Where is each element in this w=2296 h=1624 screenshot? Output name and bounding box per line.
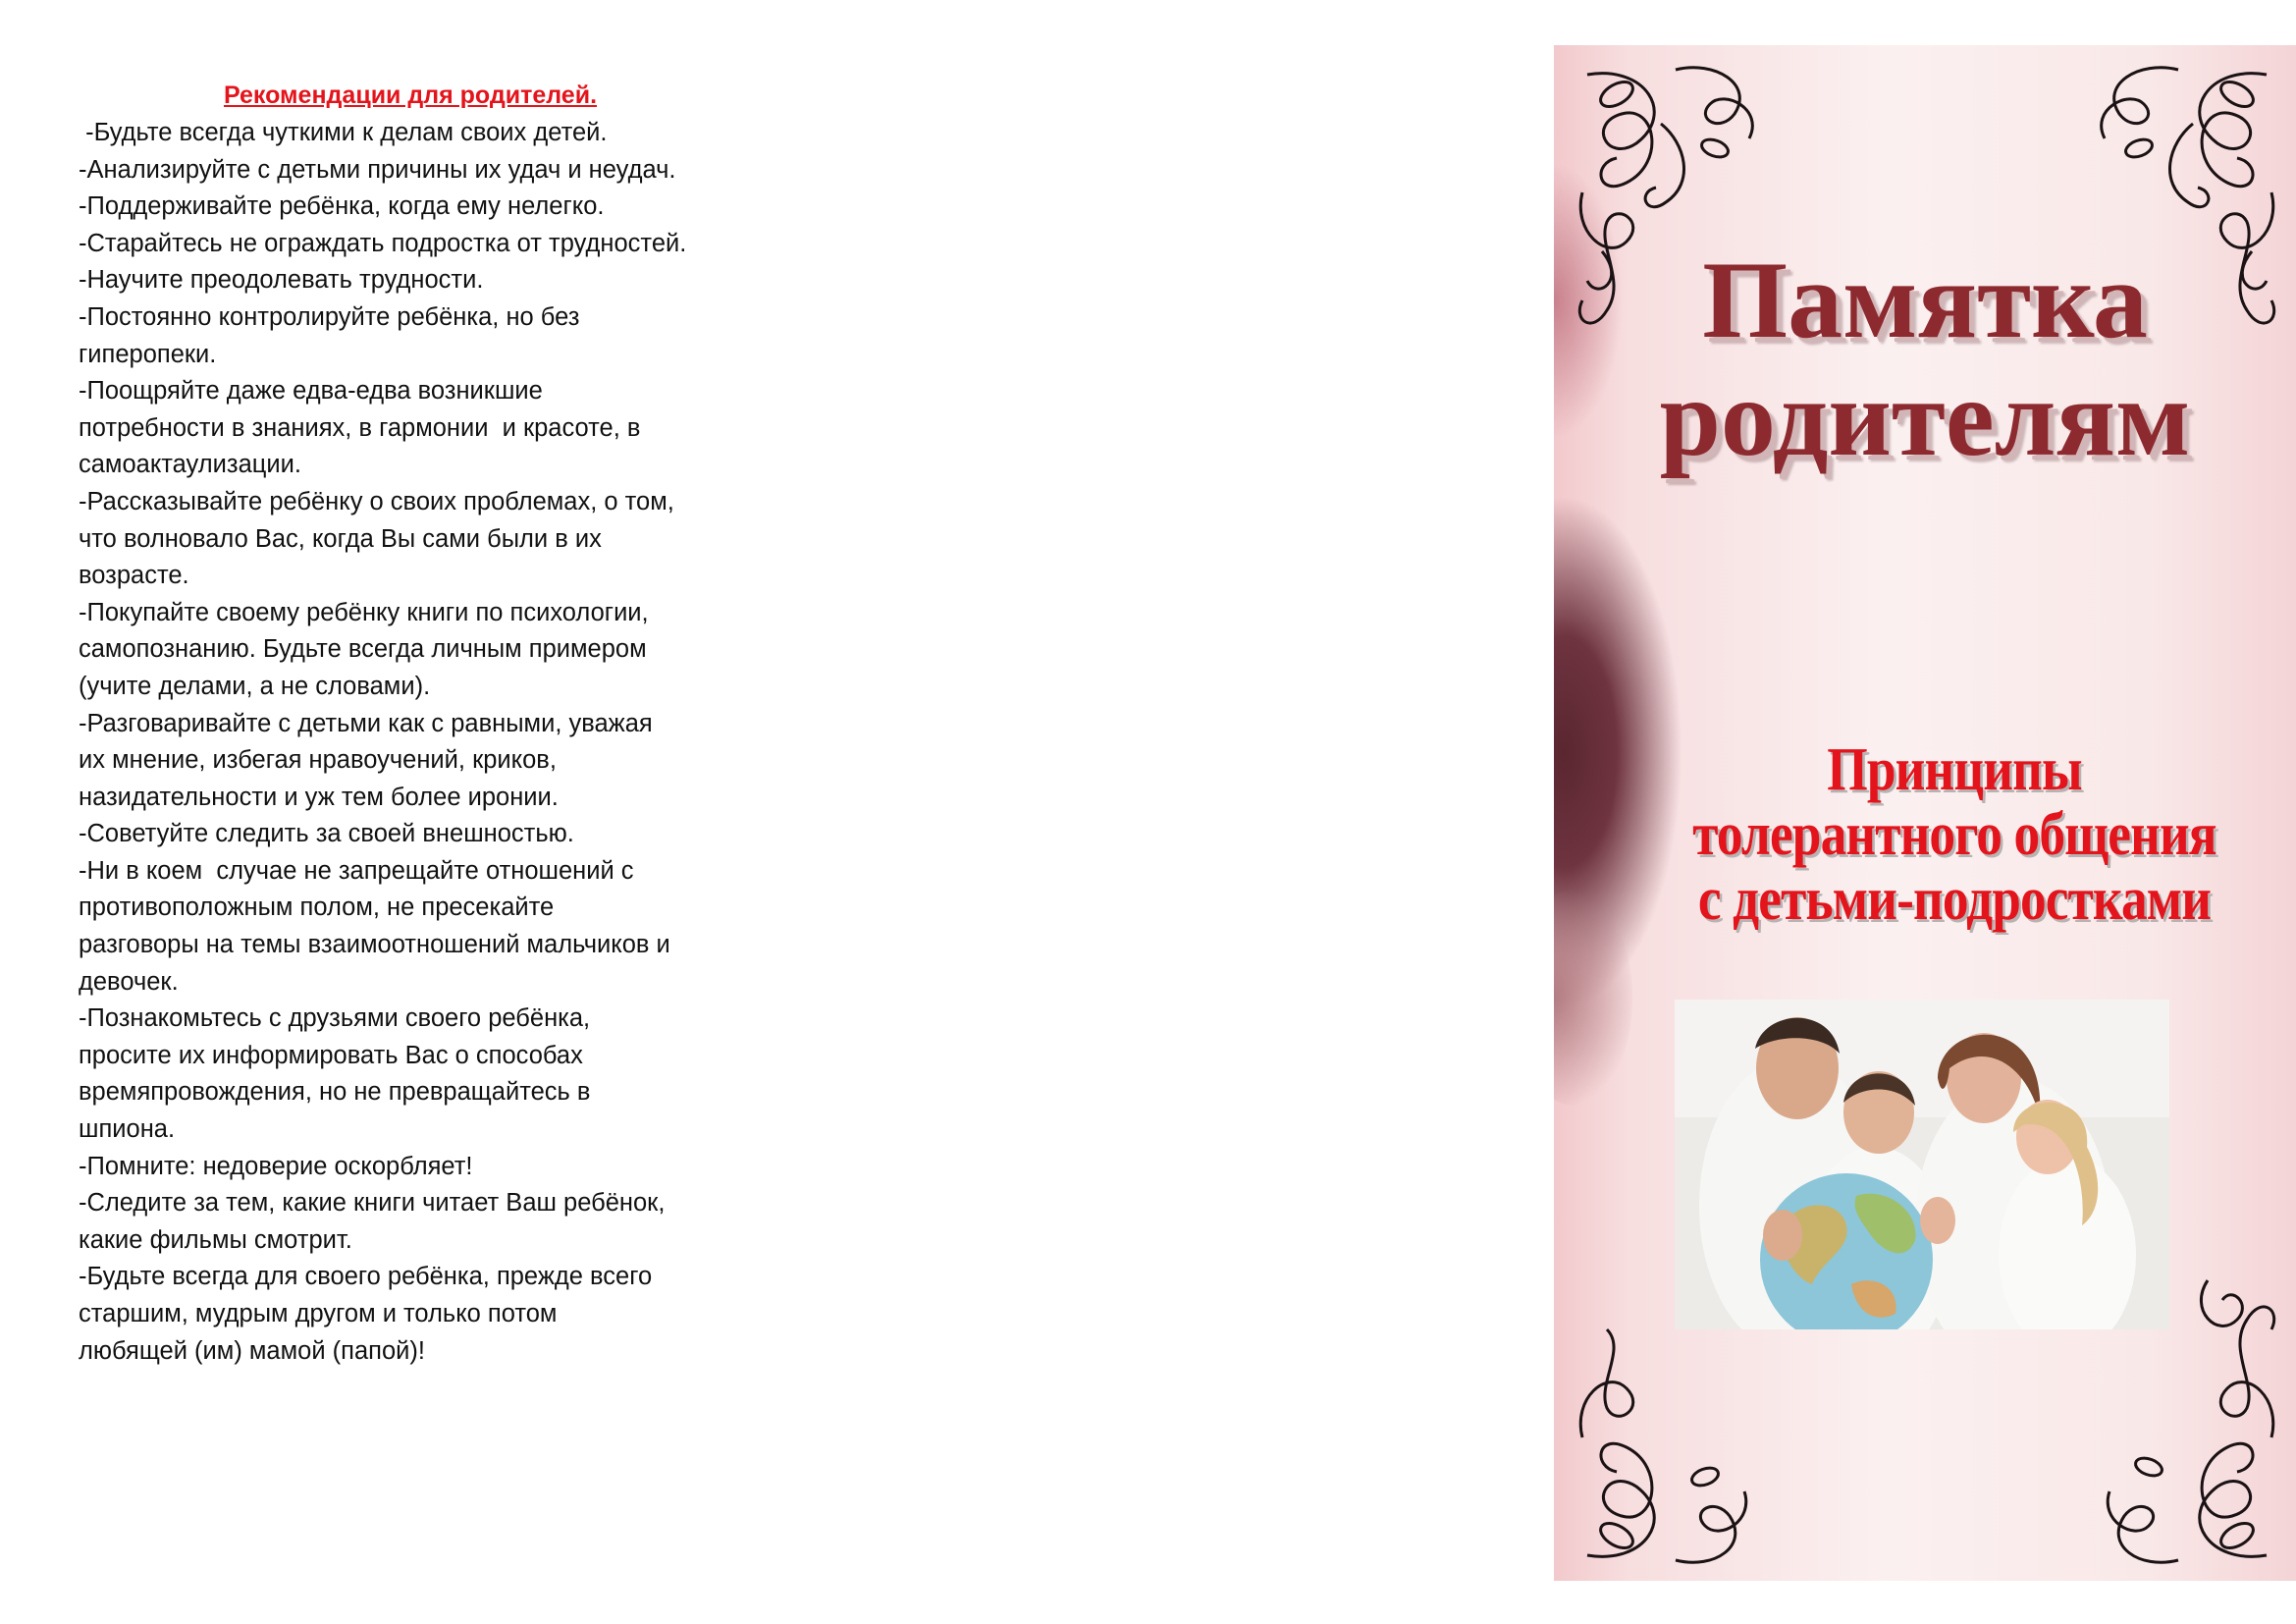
recommendation-line: любящей (им) мамой (папой)! (79, 1336, 425, 1365)
recommendation-line: -Следите за тем, какие книги читает Ваш ребёнок, (79, 1189, 666, 1218)
recommendation-line: -Познакомьтесь с друзьями своего ребёнка, (79, 1004, 591, 1033)
recommendation-line: шпиона. (79, 1115, 176, 1144)
recommendation-line: -Поддерживайте ребёнка, когда ему нелегко. (79, 192, 605, 221)
recommendation-line: что волновало Вас, когда Вы сами были в их (79, 524, 602, 553)
cover-subtitle-line: толерантного общения (1692, 801, 2216, 868)
recommendation-line: -Поощряйте даже едва-едва возникшие (79, 377, 543, 406)
cover-subtitle (1678, 737, 2231, 932)
recommendation-line: -Советуйте следить за своей внешностью. (79, 820, 574, 848)
recommendations-list (79, 115, 766, 1370)
rose-petal-decoration (1554, 890, 1632, 1106)
recommendation-line: -Покупайте своему ребёнку книги по психологии, (79, 598, 649, 626)
recommendation-line: -Будьте всегда для своего ребёнка, прежде всего (79, 1263, 653, 1291)
cover-title-line: Памятка (1702, 240, 2148, 361)
recommendation-line: (учите делами, а не словами). (79, 672, 431, 700)
swirl-ornament-icon (1568, 1320, 1764, 1575)
cover-title-line: родителям (1659, 357, 2191, 479)
recommendation-line: самоактаулизации. (79, 451, 301, 479)
family-globe-photo (1675, 1000, 2169, 1329)
recommendations-page (0, 0, 1021, 1624)
recommendation-line: времяпровождения, но не превращайтесь в (79, 1078, 591, 1107)
recommendation-line: какие фильмы смотрит. (79, 1225, 352, 1254)
booklet-cover (1554, 45, 2296, 1581)
recommendation-line: противоположным полом, не пресекайте (79, 893, 555, 922)
recommendation-line: самопознанию. Будьте всегда личным примером (79, 635, 647, 664)
recommendation-line: -Разговаривайте с детьми как с равными, уважая (79, 709, 653, 737)
recommendation-line: -Анализируйте с детьми причины их удач и неудач. (79, 155, 676, 184)
recommendation-line: -Постоянно контролируйте ребёнка, но без (79, 302, 580, 331)
recommendation-line: -Будьте всегда чуткими к делам своих детей. (79, 119, 608, 146)
recommendation-line: девочек. (79, 967, 179, 996)
recommendation-line: потребности в знаниях, в гармонии и красоте, в (79, 413, 641, 442)
recommendation-line: -Рассказывайте ребёнку о своих проблемах, о том, (79, 487, 674, 515)
recommendation-line: их мнение, избегая нравоучений, криков, (79, 746, 557, 775)
recommendation-line: -Научите преодолевать трудности. (79, 266, 484, 295)
recommendations-title: Рекомендации для родителей. (223, 81, 598, 109)
recommendation-line: разговоры на темы взаимоотношений мальчиков и (79, 931, 670, 959)
recommendation-line: -Старайтесь не ограждать подростка от трудностей. (79, 229, 687, 257)
cover-subtitle-line: с детьми-подростками (1697, 866, 2212, 933)
cover-title (1554, 242, 2296, 477)
recommendation-line: старшим, мудрым другом и только потом (79, 1300, 558, 1327)
recommendation-line: гиперопеки. (79, 340, 217, 368)
recommendation-line: возрасте. (79, 562, 189, 590)
recommendation-line: назидательности и уж тем более иронии. (79, 783, 559, 811)
recommendation-line: просите их информировать Вас о способах (79, 1041, 583, 1069)
cover-subtitle-line: Принципы (1827, 736, 2082, 803)
recommendation-line: -Помните: недоверие оскорбляет! (79, 1152, 473, 1180)
recommendation-line: -Ни в коем случае не запрещайте отношений с (79, 856, 634, 885)
